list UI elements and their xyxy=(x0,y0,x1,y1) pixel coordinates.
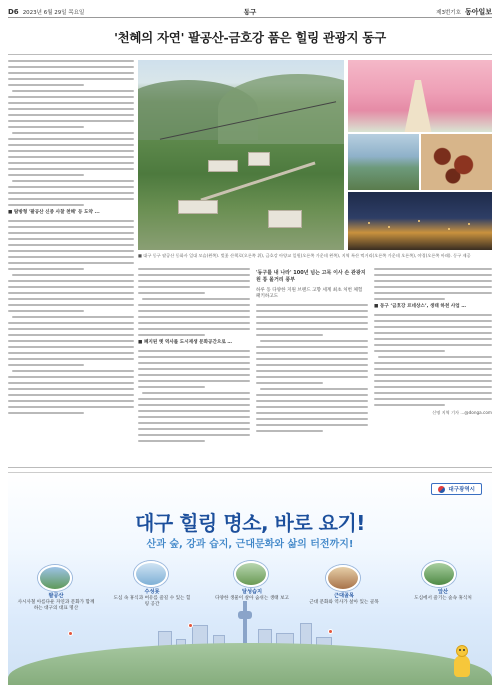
mid-headline: '동구를 내 나라' 100년 넘는 고목 이사 손 관광지원 통 몰거리 풍부 xyxy=(256,270,366,283)
ad-subtitle: 산과 숲, 강과 습지, 근대문화와 삶의 터전까지! xyxy=(146,539,354,550)
article-column-4 xyxy=(374,268,492,464)
page-header xyxy=(8,6,492,18)
night-view-photo xyxy=(348,192,492,250)
headline-block xyxy=(8,24,492,50)
article-column-1 xyxy=(8,60,134,464)
place-photo-5 xyxy=(422,561,456,587)
place-photo-2 xyxy=(134,561,168,587)
issue-label: 제3번기호 xyxy=(436,9,461,16)
subhead-3: ■ 동구 ‘금호강 르네상스’, 생태 하천 사업 … xyxy=(374,304,466,309)
subhead-1: ■ 탐방형 '팔공산 신중 사찰 천해' 등 도약 ... xyxy=(8,210,100,215)
section-title: 동구 xyxy=(243,8,257,16)
logo-text: 대구광역시 xyxy=(448,487,475,493)
article-column-2 xyxy=(138,268,250,464)
article-headline: '천혜의 자연' 팔공산-금호강 품은 힐링 관광지 동구 xyxy=(114,30,386,45)
place-photo-3 xyxy=(234,561,268,587)
newspaper-logo: 동아일보 xyxy=(464,6,492,16)
place-1: 팔공산 사시사철 아름다운 자연과 문화가 함께하는 대구의 대표 명산 xyxy=(17,593,95,611)
photo-caption: ■ 대구 동구 팔공산 동화사 일대 모습(왼쪽). 벚꽃 산책로(오른쪽 위), 금호강 아양교 일원(오른쪽 가운데 왼쪽), 지역 특산 먹거리(오른쪽 가운데 오른쪽), 야경(오른쪽 아래). 동구 제공 xyxy=(138,253,471,258)
city-advertisement xyxy=(8,472,492,685)
place-2: 수성못 도심 속 휴식과 여유를 즐길 수 있는 힐링 공간 xyxy=(113,589,191,607)
publish-date: 2023년 6월 29일 목요일 xyxy=(22,9,85,16)
place-5: 앞산 도심에서 즐기는 숲속 휴식처 xyxy=(414,589,472,601)
article-column-3 xyxy=(256,268,368,464)
map-pin-icon xyxy=(188,623,193,628)
map-pin-icon xyxy=(68,631,73,636)
aerial-mountain-photo xyxy=(138,60,344,250)
city-emblem-icon xyxy=(438,486,445,493)
page-number: D6 xyxy=(8,7,19,16)
blossom-path-photo xyxy=(348,60,492,132)
place-photo-1 xyxy=(38,565,72,591)
byline: 신명 지역 기자 ...@donga.com xyxy=(432,410,492,415)
daegu-logo xyxy=(431,483,482,495)
map-pin-icon xyxy=(328,629,333,634)
mid-subheadline: 하루 동 다양한 지원 브랜드 고향 세계 최초 처번 체험 패키하고도 xyxy=(256,288,363,299)
subhead-2: ■ 폐지된 옛 역사를 도시재생 문화공간으로 … xyxy=(138,340,232,345)
ad-divider xyxy=(8,467,492,468)
mascot-icon xyxy=(450,645,474,679)
ad-title: 대구 힐링 명소, 바로 요기! xyxy=(135,511,365,535)
headline-divider xyxy=(8,54,492,55)
place-3: 달성습지 다양한 생물이 살아 숨쉬는 생태 보고 xyxy=(215,589,289,601)
local-food-photo xyxy=(421,134,492,190)
river-photo xyxy=(348,134,419,190)
place-photo-4 xyxy=(326,565,360,591)
city-skyline-illustration xyxy=(8,615,492,685)
body-text xyxy=(8,60,134,206)
place-4: 근대골목 근대 문화와 역사가 살아 있는 골목 xyxy=(309,593,379,605)
